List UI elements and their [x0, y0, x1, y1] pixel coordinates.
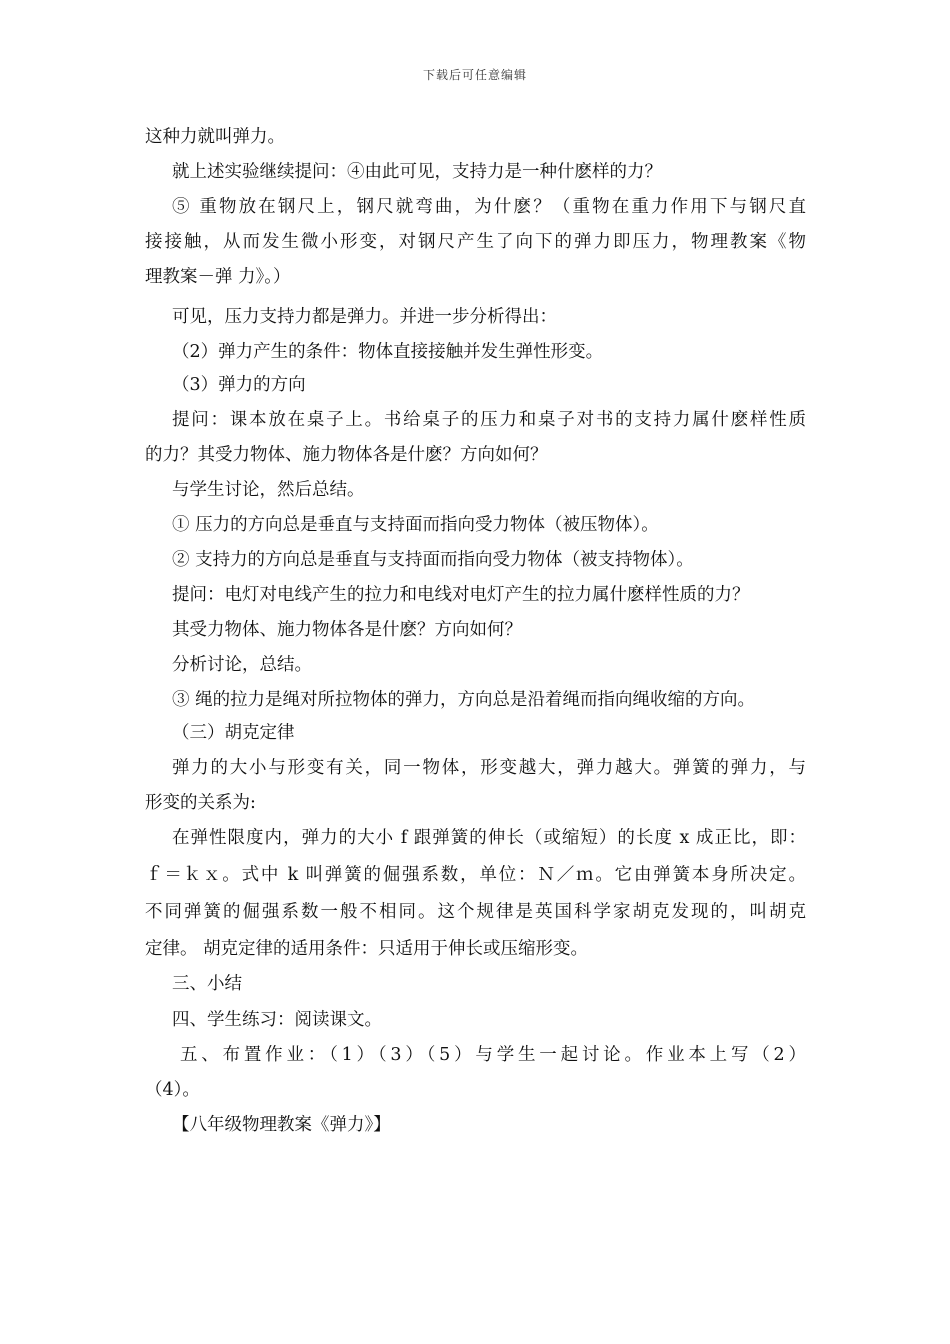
text-line: 不同弹簧的倔强系数一般不相同。这个规律是英国科学家胡克发现的，叫胡克	[145, 902, 806, 922]
page-header: 下载后可任意编辑	[422, 68, 527, 82]
text-line: 分析讨论，总结。	[172, 655, 312, 675]
text-line: 理教案－弹 力》。）	[145, 267, 291, 287]
section-heading: 五、布置作业：（1）（3）（5）与学生一起讨论。作业本上写（2）	[180, 1045, 806, 1065]
text-line: 可见，压力支持力都是弹力。并进一步分析得出：	[172, 307, 557, 327]
text-line: 这种力就叫弹力。	[145, 127, 285, 147]
text-line: 就上述实验继续提问：④由此可见，支持力是一种什麽样的力？	[172, 162, 662, 182]
text-line: 形变的关系为:	[145, 793, 256, 813]
section-heading: （三）胡克定律	[172, 723, 295, 743]
text-line: 的力？其受力物体、施力物体各是什麽？方向如何？	[145, 445, 548, 465]
text-line: （3）弹力的方向	[172, 375, 306, 395]
text-line: 提问：电灯对电线产生的拉力和电线对电灯产生的拉力属什麽样性质的力？	[172, 585, 750, 605]
text-line: 定律。 胡克定律的适用条件：只适用于伸长或压缩形变。	[145, 939, 589, 959]
text-line: ① 压力的方向总是垂直与支持面而指向受力物体（被压物体）。	[172, 515, 659, 535]
text-line: 接接触，从而发生微小形变，对钢尺产生了向下的弹力即压力，物理教案《物	[145, 232, 806, 252]
text-line: 提问：课本放在桌子上。书给桌子的压力和桌子对书的支持力属什麽样性质	[172, 410, 806, 430]
text-line: ⑤ 重物放在钢尺上，钢尺就弯曲，为什麽？（重物在重力作用下与钢尺直	[172, 197, 806, 217]
text-line: （2）弹力产生的条件：物体直接接触并发生弹性形变。	[172, 342, 604, 362]
document-footer-title: 【八年级物理教案《弹力》】	[172, 1115, 391, 1135]
text-line: ② 支持力的方向总是垂直与支持面而指向受力物体（被支持物体）。	[172, 550, 694, 570]
text-line: 与学生讨论，然后总结。	[172, 480, 365, 500]
text-line: 其受力物体、施力物体各是什麽？方向如何？	[172, 620, 522, 640]
text-line: 在弹性限度内，弹力的大小 f 跟弹簧的伸长（或缩短）的长度 x 成正比，即：	[172, 828, 806, 848]
text-line: ③ 绳的拉力是绳对所拉物体的弹力，方向总是沿着绳而指向绳收缩的方向。	[172, 690, 756, 710]
formula-line: ｆ＝ｋｘ。式中 k 叫弹簧的倔强系数，单位：Ｎ／ｍ。它由弹簧本身所决定。	[145, 865, 806, 885]
section-heading: 三、小结	[172, 974, 242, 994]
section-heading: 四、学生练习：阅读课文。	[172, 1010, 382, 1030]
text-line: （4）。	[145, 1080, 200, 1100]
text-line: 弹力的大小与形变有关，同一物体，形变越大，弹力越大。弹簧的弹力，与	[172, 758, 806, 778]
